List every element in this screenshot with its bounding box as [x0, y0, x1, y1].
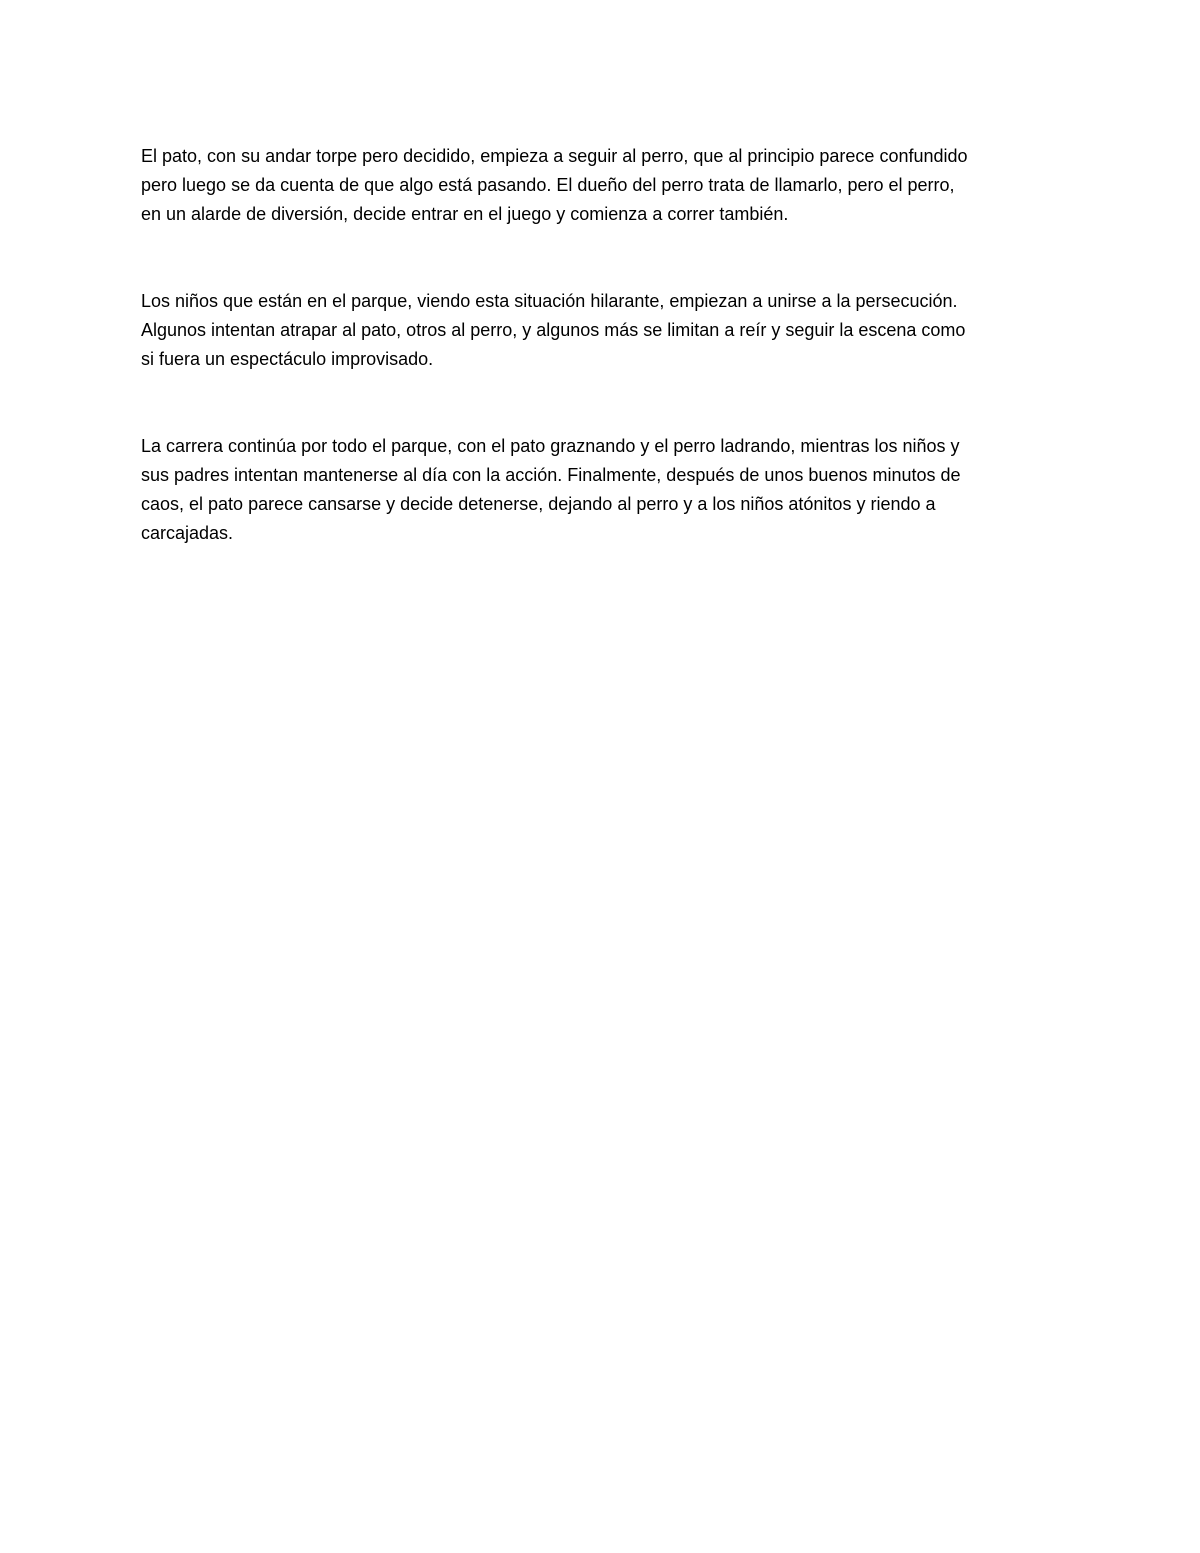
paragraph-2-line-3: si fuera un espectáculo improvisado. [141, 349, 434, 369]
paragraph-3-line-3: caos, el pato parece cansarse y decide detenerse, dejando al perro y a los niños atónitos y riendo a [141, 494, 936, 514]
paragraph-3-line-2: sus padres intentan mantenerse al día con la acción. Finalmente, después de unos buenos minutos de [141, 465, 961, 485]
paragraph-2 [141, 287, 1061, 374]
paragraph-3-line-4: carcajadas. [141, 523, 234, 543]
paragraph-3-line-1: La carrera continúa por todo el parque, con el pato graznando y el perro ladrando, mientras los niños y [141, 436, 960, 456]
paragraph-1-line-1: El pato, con su andar torpe pero decidido, empieza a seguir al perro, que al principio parece confundido [141, 146, 968, 166]
paragraph-1-line-2: pero luego se da cuenta de que algo está pasando. El dueño del perro trata de llamarlo, pero el perro, [141, 175, 955, 195]
paragraph-1 [141, 142, 1061, 229]
paragraph-2-line-1: Los niños que están en el parque, viendo esta situación hilarante, empiezan a unirse a la persecución. [141, 291, 958, 311]
paragraph-1-line-3: en un alarde de diversión, decide entrar en el juego y comienza a correr también. [141, 204, 789, 224]
paragraph-3 [141, 432, 1061, 548]
document-body [141, 142, 1061, 548]
paragraph-2-line-2: Algunos intentan atrapar al pato, otros al perro, y algunos más se limitan a reír y seguir la escena como [141, 320, 966, 340]
